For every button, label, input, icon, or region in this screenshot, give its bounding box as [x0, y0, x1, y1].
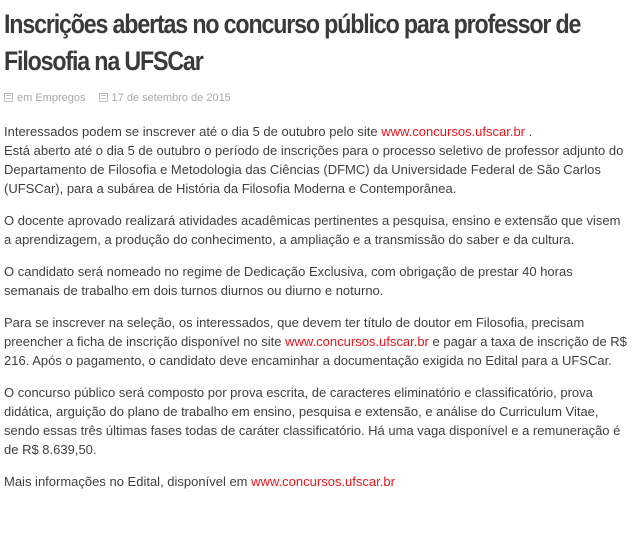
paragraph-1-text: Está aberto até o dia 5 de outubro o período de inscrições para o processo seletivo de professor adjunto do Departamento de Filosofia e Metodologia das Ciências (DFMC) da Universidade Federal de São Carlos (UFSCar), para a subárea de História da Filosofia Moderna e Contemporânea.: [4, 143, 624, 196]
paragraph-2: O docente aprovado realizará atividades acadêmicas pertinentes a pesquisa, ensino e extensão que visem a aprendizagem, a produção do conhecimento, a ampliação e a transmissão do saber e da cultura.: [4, 213, 621, 247]
publish-date: 17 de setembro de 2015: [111, 92, 231, 104]
paragraph-4: [4, 313, 628, 370]
article-meta: [4, 91, 636, 105]
calendar-icon: [99, 93, 108, 102]
paragraph-6-text: Mais informações no Edital, disponível em: [4, 474, 252, 489]
paragraph-1: [4, 122, 628, 198]
paragraph-5: O concurso público será composto por prova escrita, de caracteres eliminatório e classificatório, prova didática, arguição do plano de trabalho em ensino, pesquisa e extensão, e análise do Curriculum Vitae, sendo essas três últimas fases todas de caráter classificatório. Há uma vaga disponível e a remuneração é de R$ 8.639,50.: [4, 385, 621, 457]
concursos-link-3[interactable]: www.concursos.ufscar.br: [251, 474, 395, 489]
category-icon: [4, 93, 13, 102]
concursos-link-1[interactable]: www.concursos.ufscar.br: [381, 124, 526, 139]
category-link[interactable]: em Empregos: [17, 92, 86, 104]
article: [4, 6, 636, 504]
paragraph-4-text-start: Para se inscrever na seleção, os interessados, que devem ter título de doutor em Filosofia, precisam preencher a ficha de inscrição disponível no site: [4, 315, 585, 349]
concursos-link-2[interactable]: www.concursos.ufscar.br: [285, 334, 429, 349]
paragraph-4-text-end: e pagar a taxa de inscrição de R$ 216. Após o pagamento, o candidato deve encaminhar a documentação exigida no Edital para a UFSCar.: [4, 334, 627, 368]
date-meta: [99, 91, 231, 105]
article-title: Inscrições abertas no concurso público para professor de Filosofia na UFSCar: [4, 9, 581, 76]
paragraph-1-intro: Interessados podem se inscrever até o dia 5 de outubro pelo site: [4, 124, 382, 139]
paragraph-1-intro-end: .: [525, 124, 533, 139]
article-body: [4, 122, 636, 491]
paragraph-6: [4, 472, 628, 491]
category-meta: [4, 91, 85, 105]
paragraph-3: O candidato será nomeado no regime de Dedicação Exclusiva, com obrigação de prestar 40 horas semanais de trabalho em dois turnos diurnos ou diurno e noturno.: [4, 264, 573, 298]
